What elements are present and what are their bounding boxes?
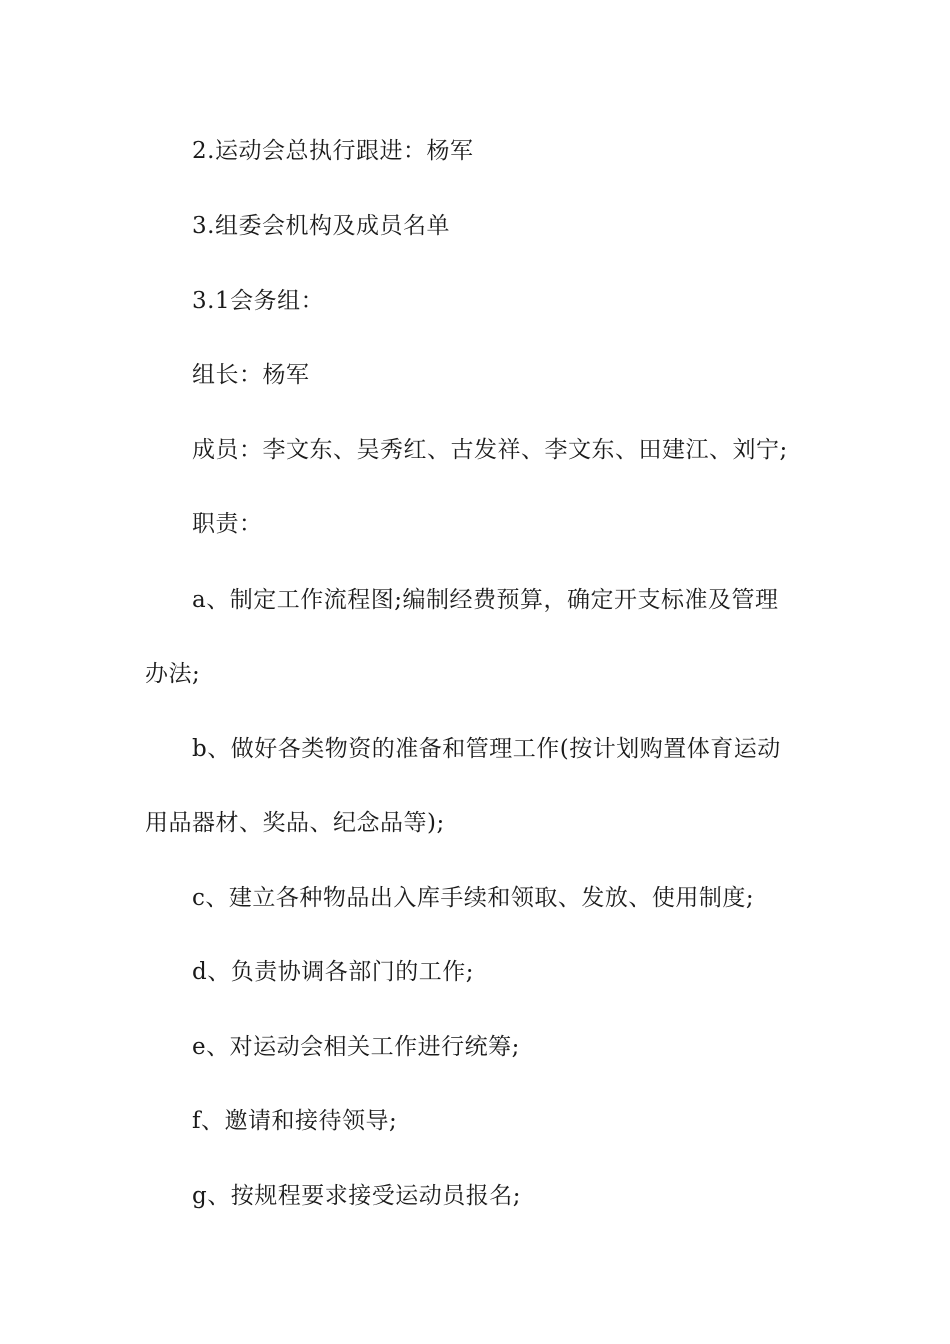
section-3-1-heading: 3.1会务组： (192, 288, 325, 314)
duty-d-line: d、负责协调各部门的工作; (192, 959, 474, 985)
duty-g-line: g、按规程要求接受运动员报名; (192, 1183, 521, 1209)
duty-a-line-1: a、制定工作流程图;编制经费预算，确定开支标准及管理 (192, 587, 779, 613)
section-3-heading: 3.组委会机构及成员名单 (192, 213, 450, 239)
duty-a-line-2: 办法; (145, 661, 201, 687)
duty-c-line: c、建立各种物品出入库手续和领取、发放、使用制度; (192, 885, 755, 911)
duty-b-line-1: b、做好各类物资的准备和管理工作(按计划购置体育运动 (192, 736, 781, 762)
duty-e-line: e、对运动会相关工作进行统筹; (192, 1034, 520, 1060)
duties-heading: 职责： (192, 511, 263, 537)
group-leader-line: 组长：杨军 (192, 362, 310, 388)
section-2-heading: 2.运动会总执行跟进：杨军 (192, 138, 474, 164)
duty-b-line-2: 用品器材、奖品、纪念品等); (145, 810, 445, 836)
members-line: 成员：李文东、吴秀红、古发祥、李文东、田建江、刘宁; (192, 437, 788, 463)
duty-f-line: f、邀请和接待领导; (192, 1108, 398, 1134)
